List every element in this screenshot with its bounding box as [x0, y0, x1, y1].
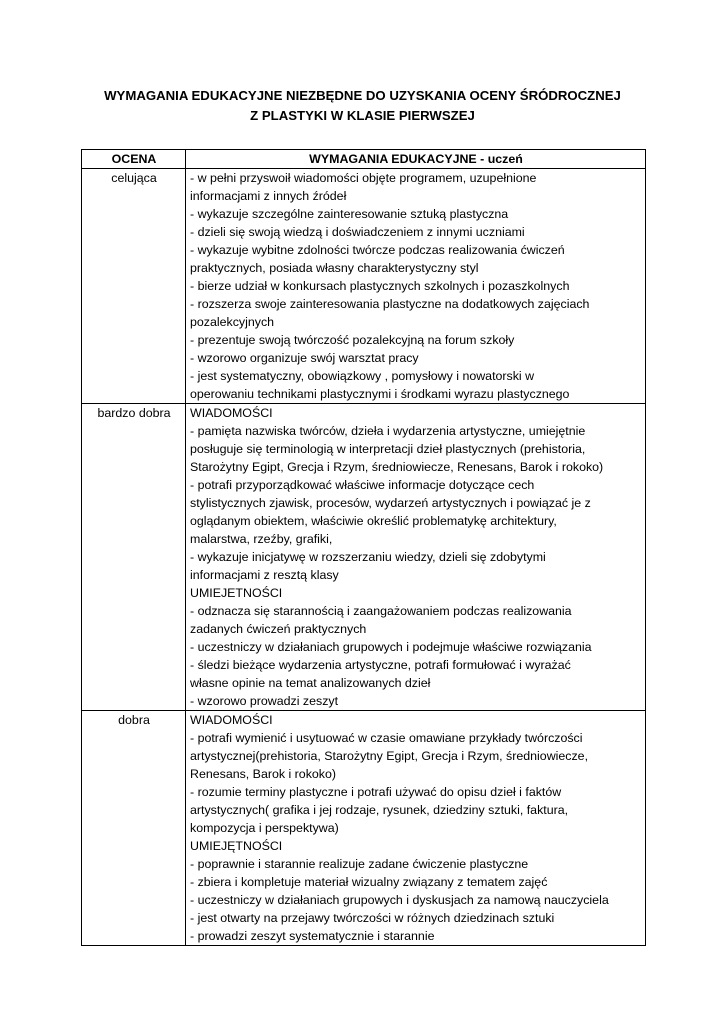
requirement-line: praktycznych, posiada własny charakterystyczny styl — [190, 261, 479, 275]
requirements-table — [81, 149, 646, 946]
requirement-line: WIADOMOŚCI — [190, 713, 273, 727]
table-row — [82, 169, 646, 404]
requirement-line: - bierze udział w konkursach plastycznych szkolnych i pozaszkolnych — [190, 279, 570, 293]
requirement-line: własne opinie na temat analizowanych dzieł — [190, 676, 431, 690]
requirement-line: - potrafi przyporządkować właściwe informacje dotyczące cech — [190, 478, 535, 492]
requirement-line: UMIEJĘTNOŚCI — [190, 839, 283, 853]
requirement-line: - rozumie terminy plastyczne i potrafi używać do opisu dzieł i faktów — [190, 785, 562, 799]
requirement-line: - zbiera i kompletuje materiał wizualny związany z tematem zajęć — [190, 875, 548, 889]
requirement-line: posługuje się terminologią w interpretacji dzieł plastycznych (prehistoria, — [190, 442, 586, 456]
header-grade: OCENA — [82, 150, 186, 169]
requirement-line: - dzieli się swoją wiedzą i doświadczeniem z innymi uczniami — [190, 225, 525, 239]
requirement-line: informacjami z resztą klasy — [190, 568, 339, 582]
requirement-line: zadanych ćwiczeń praktycznych — [190, 622, 367, 636]
table-row — [82, 711, 646, 946]
title-line-2: Z PLASTYKI W KLASIE PIERWSZEJ — [250, 108, 475, 123]
requirements-cell — [186, 404, 646, 711]
requirement-line: - śledzi bieżące wydarzenia artystyczne, potrafi formułować i wyrażać — [190, 658, 571, 672]
requirement-line: - wykazuje wybitne zdolności twórcze podczas realizowania ćwiczeń — [190, 243, 565, 257]
requirement-line: - pamięta nazwiska twórców, dzieła i wydarzenia artystyczne, umiejętnie — [190, 424, 586, 438]
table-header-row — [82, 150, 646, 169]
grade-cell: bardzo dobra — [82, 404, 186, 711]
requirement-line: operowaniu technikami plastycznymi i środkami wyrazu plastycznego — [190, 387, 570, 401]
requirement-line: Starożytny Egipt, Grecja i Rzym, średniowiecze, Renesans, Barok i rokoko) — [190, 460, 604, 474]
requirement-line: artystycznej(prehistoria, Starożytny Egipt, Grecja i Rzym, średniowiecze, — [190, 749, 589, 763]
requirements-cell — [186, 711, 646, 946]
requirement-line: - prowadzi zeszyt systematycznie i starannie — [190, 929, 435, 943]
requirement-line: - wykazuje inicjatywę w rozszerzaniu wiedzy, dzieli się zdobytymi — [190, 550, 546, 564]
requirement-line: - prezentuje swoją twórczość pozalekcyjną na forum szkoły — [190, 333, 515, 347]
requirement-line: - uczestniczy w działaniach grupowych i dyskusjach za namową nauczyciela — [190, 893, 609, 907]
requirement-line: - w pełni przyswoił wiadomości objęte programem, uzupełnione — [190, 171, 537, 185]
header-requirements: WYMAGANIA EDUKACYJNE - uczeń — [186, 150, 646, 169]
requirements-cell — [186, 169, 646, 404]
requirement-line: - odznacza się starannością i zaangażowaniem podczas realizowania — [190, 604, 572, 618]
requirements-body — [82, 169, 646, 946]
requirement-line: kompozycja i perspektywa) — [190, 821, 339, 835]
requirement-line: - wykazuje szczególne zainteresowanie sztuką plastyczna — [190, 207, 509, 221]
requirement-line: Renesans, Barok i rokoko) — [190, 767, 337, 781]
requirement-line: malarstwa, rzeźby, grafiki, — [190, 532, 333, 546]
title-line-1: WYMAGANIA EDUKACYJNE NIEZBĘDNE DO UZYSKANIA OCENY ŚRÓDROCZNEJ — [104, 88, 621, 103]
requirement-line: WIADOMOŚCI — [190, 406, 273, 420]
requirement-line: stylistycznych zjawisk, procesów, wydarzeń artystycznych i powiązać je z — [190, 496, 591, 510]
requirement-line: - poprawnie i starannie realizuje zadane ćwiczenie plastyczne — [190, 857, 529, 871]
table-row — [82, 404, 646, 711]
grade-cell: dobra — [82, 711, 186, 946]
requirement-line: - jest otwarty na przejawy twórczości w różnych dziedzinach sztuki — [190, 911, 555, 925]
requirement-line: oglądanym obiektem, właściwie określić problematykę architektury, — [190, 514, 557, 528]
requirement-line: - potrafi wymienić i usytuować w czasie omawiane przykłady twórczości — [190, 731, 583, 745]
requirement-line: informacjami z innych źródeł — [190, 189, 347, 203]
requirement-line: - rozszerza swoje zainteresowania plastyczne na dodatkowych zajęciach — [190, 297, 590, 311]
document-title — [40, 86, 685, 126]
requirement-line: artystycznych( grafika i jej rodzaje, rysunek, dziedziny sztuki, faktura, — [190, 803, 569, 817]
requirement-line: - wzorowo organizuje swój warsztat pracy — [190, 351, 419, 365]
requirement-line: - jest systematyczny, obowiązkowy , pomysłowy i nowatorski w — [190, 369, 535, 383]
requirement-line: - wzorowo prowadzi zeszyt — [190, 694, 339, 708]
grade-cell: celująca — [82, 169, 186, 404]
requirement-line: pozalekcyjnych — [190, 315, 275, 329]
requirement-line: - uczestniczy w działaniach grupowych i podejmuje właściwe rozwiązania — [190, 640, 592, 654]
requirement-line: UMIEJETNOŚCI — [190, 586, 283, 600]
